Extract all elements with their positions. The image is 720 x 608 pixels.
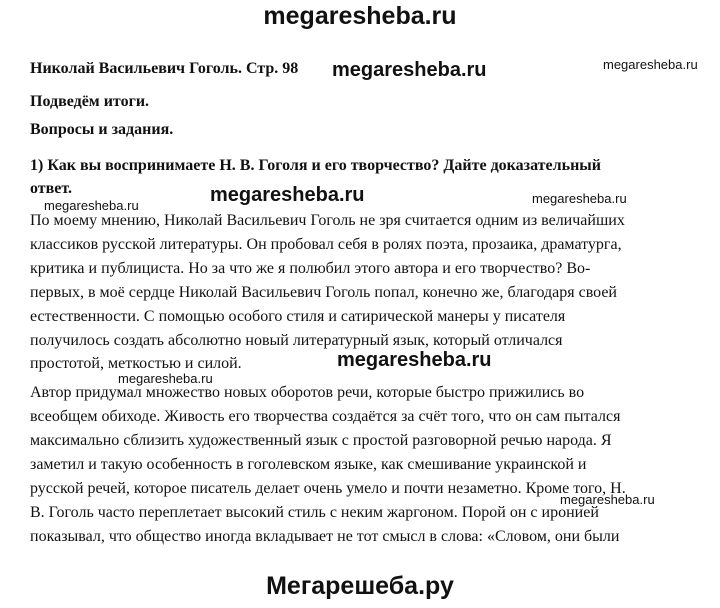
answer-line: По моему мнению, Николай Васильевич Гоголь не зря считается одним из величайших (30, 212, 625, 229)
answer-line: критика и публициста. Но за что же я полюбил этого автора и его творчество? Во- (30, 260, 591, 277)
watermark-small: megaresheba.ru (44, 198, 139, 213)
page-title: Николай Васильевич Гоголь. Стр. 98 (30, 60, 299, 77)
watermark-inline: megaresheba.ru (337, 349, 492, 371)
question-line-1: 1) Как вы воспринимаете Н. В. Гоголя и его творчество? Дайте доказательный (30, 157, 601, 174)
answer-line: максимально сблизить художественный язык с простой разговорной речью народа. Я (30, 432, 612, 449)
watermark-small: megaresheba.ru (603, 57, 698, 72)
answer-line: классиков русской литературы. Он пробовал себя в ролях поэта, прозаика, драматурга, (30, 236, 622, 253)
answer-line: первых, в моё сердце Николай Васильевич Гоголь попал, конечно же, благодаря своей (30, 284, 617, 301)
watermark-small: megaresheba.ru (532, 191, 627, 206)
watermark-top: megaresheba.ru (263, 2, 457, 30)
answer-line: показывал, что общество иногда вкладывает не тот смысл в слова: «Словом, они были (30, 528, 620, 545)
summary-heading: Подведём итоги. (30, 93, 150, 110)
answer-line: русской речей, которое писатель делает очень умело и почти незаметно. Кроме того, Н. (30, 480, 626, 497)
question-line-2: ответ. (30, 180, 73, 197)
watermark-inline: megaresheba.ru (210, 184, 365, 206)
watermark-small: megaresheba.ru (118, 371, 213, 386)
answer-line: естественности. С помощью особого стиля и сатирической манеры у писателя (30, 308, 566, 325)
answer-line: простотой, меткостью и силой. (30, 355, 242, 372)
answer-line: В. Гоголь часто переплетает высокий стиль с неким жаргоном. Порой он с иронией (30, 504, 599, 521)
answer-line: получилось создать абсолютно новый литературный язык, который отличался (30, 332, 563, 349)
watermark-bottom: Мегарешеба.ру (266, 572, 454, 600)
answer-line: Автор придумал множество новых оборотов речи, которые быстро прижились во (30, 384, 585, 401)
watermark-inline: megaresheba.ru (332, 59, 487, 81)
answer-line: всеобщем обиходе. Живость его творчества создаётся за счёт того, что он сам пытался (30, 408, 621, 425)
answer-line: заметил и такую особенность в гоголевском языке, как смешивание украинской и (30, 456, 587, 473)
section-heading: Вопросы и задания. (30, 121, 174, 138)
watermark-small: megaresheba.ru (560, 492, 655, 507)
